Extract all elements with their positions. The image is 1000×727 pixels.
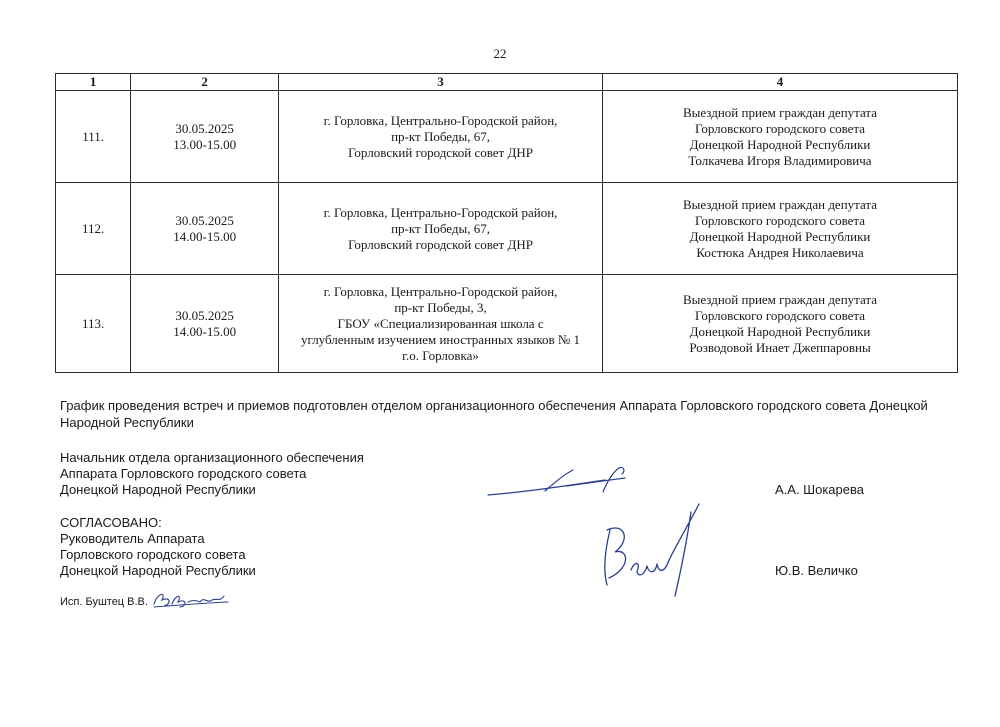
schedule-table [55, 73, 958, 373]
executor-line [60, 596, 148, 608]
event-line: Выездной прием граждан депутата [682, 196, 878, 212]
agreed-signatory-block [60, 515, 256, 579]
table-row [56, 275, 958, 373]
row-address [279, 183, 603, 275]
row-number: 112. [56, 183, 131, 275]
head-title-line: Донецкой Народной Республики [60, 482, 256, 497]
row-date: 30.05.2025 [175, 212, 234, 228]
row-datetime [131, 275, 279, 373]
row-number: 111. [56, 91, 131, 183]
agreed-title-line: Донецкой Народной Республики [60, 563, 256, 578]
table-header-row [56, 74, 958, 91]
address-line: г. Горловка, Центрально-Городской район, [323, 204, 558, 220]
row-date: 30.05.2025 [175, 120, 234, 136]
event-line: Донецкой Народной Республики [689, 136, 871, 152]
row-event [603, 91, 958, 183]
agreed-title-line: Горловского городского совета [60, 547, 246, 562]
address-line: г. Горловка, Центрально-Городской район, [323, 283, 558, 299]
row-datetime [131, 183, 279, 275]
address-line: углубленным изучением иностранных языков № 1 [301, 331, 581, 347]
address-line: г.о. Горловка» [402, 347, 479, 363]
agreed-signature-image [595, 500, 715, 600]
row-date: 30.05.2025 [175, 307, 234, 323]
agreed-signatory-name: Ю.В. Величко [775, 563, 858, 578]
agreed-title-line: СОГЛАСОВАНО: [60, 515, 162, 530]
event-line: Горловского городского совета [694, 120, 866, 136]
header-col-2: 2 [131, 74, 279, 91]
page-number: 22 [493, 46, 507, 61]
preparation-note: График проведения встреч и приемов подготовлен отделом организационного обеспечения Аппарата Горловского городского совета Донецкой Народной Республики [60, 398, 928, 430]
event-line: Горловского городского совета [694, 212, 866, 228]
address-line: пр-кт Победы, 67, [391, 128, 490, 144]
executor-name: Исп. Буштец В.В. [60, 596, 148, 608]
head-title-line: Начальник отдела организационного обеспечения [60, 450, 364, 465]
table-row [56, 183, 958, 275]
address-line: Горловский городской совет ДНР [348, 144, 533, 160]
event-line: Толкачева Игоря Владимировича [688, 152, 872, 168]
row-time: 13.00-15.00 [173, 136, 237, 152]
event-line: Выездной прием граждан депутата [682, 104, 878, 120]
row-event [603, 275, 958, 373]
event-line: Костюка Андрея Николаевича [696, 244, 864, 260]
head-signatory-block [60, 450, 364, 498]
address-line: пр-кт Победы, 67, [391, 220, 490, 236]
header-col-1: 1 [56, 74, 131, 91]
table-row [56, 91, 958, 183]
header-col-3: 3 [279, 74, 603, 91]
address-line: ГБОУ «Специализированная школа с [337, 315, 544, 331]
row-time: 14.00-15.00 [173, 323, 237, 339]
address-line: Горловский городской совет ДНР [348, 236, 533, 252]
agreed-title-line: Руководитель Аппарата [60, 531, 205, 546]
row-address [279, 91, 603, 183]
event-line: Выездной прием граждан депутата [682, 291, 878, 307]
header-col-4: 4 [603, 74, 958, 91]
event-line: Горловского городского совета [694, 307, 866, 323]
row-event [603, 183, 958, 275]
row-datetime [131, 91, 279, 183]
address-line: г. Горловка, Центрально-Городской район, [323, 112, 558, 128]
event-line: Розводовой Инает Джеппаровны [689, 339, 871, 355]
address-line: пр-кт Победы, 3, [394, 299, 487, 315]
row-number: 113. [56, 275, 131, 373]
executor-signature-image [150, 588, 230, 610]
head-title-line: Аппарата Горловского городского совета [60, 466, 307, 481]
head-signature-image [485, 462, 635, 502]
row-time: 14.00-15.00 [173, 228, 237, 244]
event-line: Донецкой Народной Республики [689, 228, 871, 244]
head-signatory-name: А.А. Шокарева [775, 482, 864, 497]
event-line: Донецкой Народной Республики [689, 323, 871, 339]
row-address [279, 275, 603, 373]
